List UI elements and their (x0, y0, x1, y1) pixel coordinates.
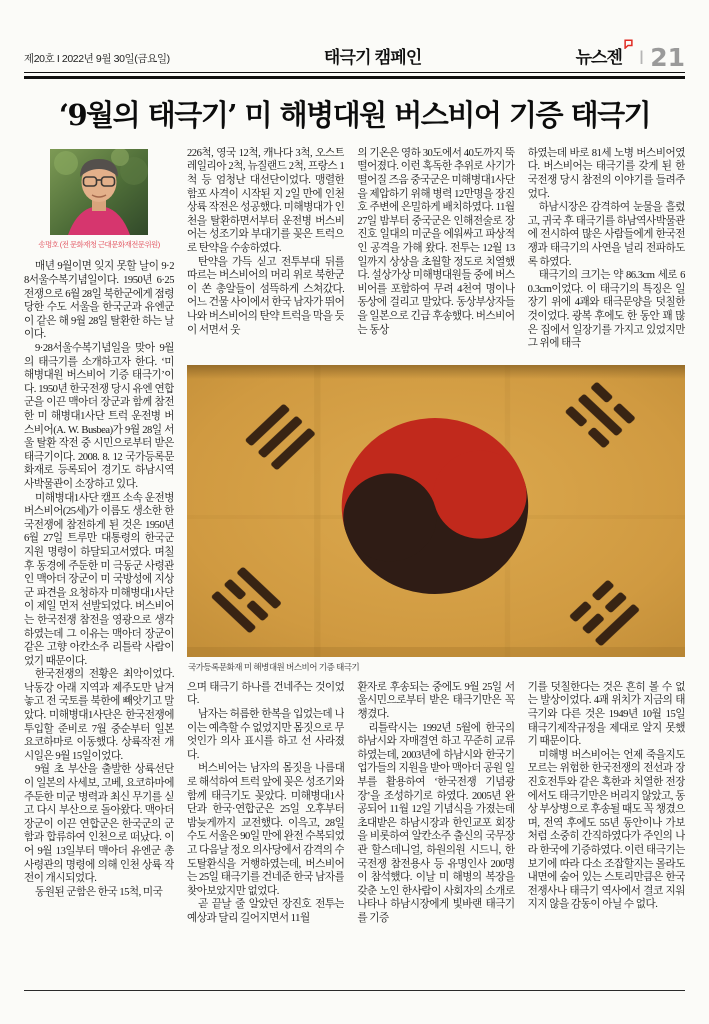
page-number: 21 (650, 42, 685, 72)
column-2-bottom (187, 681, 344, 988)
page-number-separator: I (638, 48, 645, 69)
column-2-top (187, 147, 344, 359)
column-4-bottom (528, 681, 685, 988)
flag-photo-caption: 국가등록문화재 미 해병대원 버스비어 기증 태극기 (188, 661, 360, 672)
body-paragraph: 미해병대1사단 캠프 소속 운전병 버스비어(25세)가 이름도 생소한 한국전쟁에 참전하게 된 것은 1950년 6월 27일 트루만 대통령의 한국군 지원 명령이 하달되고서였다. 며칠 후 동경에 주둔한 미 극동군 사령관인 맥아더 장군이 미 국방성에 지상군 파견을 요청하자 미해병대1사단이 제일 먼저 선발되었다. 버스비어는 한국전쟁 참전을 영광으로 생각하였는데 그 이유는 맥아더 장군이 같은 고향 아칸소주 리틀락 사람이었기 때문이다. (24, 492, 174, 667)
body-paragraph: 남자는 허름한 한복을 입었는데 나이는 예측할 수 없었지만 몸짓으로 무엇인가 의사 표시를 하고 선 사라졌다. (187, 709, 345, 761)
body-paragraph: 탄약을 가득 싣고 전투부대 뒤를 따르는 버스비어의 머리 위로 북한군이 쏜 총알들이 섬뜩하게 스쳐갔다. 어느 건물 사이에서 한국 남자가 뛰어 나와 버스비어의 탄약 트럭을 막을 듯이 서면서 웃 (187, 256, 345, 336)
body-paragraph: 동원된 군함은 한국 15척, 미국 (35, 886, 163, 898)
body-paragraph: 리틀락시는 1992년 5월에 한국의 하남시와 자매결연 하고 꾸준히 교류하였는데, 2003년에 하남시와 한국기업가들의 지원을 받아 맥아더 공원 일부를 활용하여 ‘한국전쟁 기념광장’을 조성하기로 하였다. 2005년 완공되어 11월 12일 기념식을 가졌는데 초대받은 하남시장과 한인교포 회장을 비롯하여 알칸소주 출신의 국무장관 할스데니얼, 하원의원 시드니, 한국전쟁 참전용사 등 유명인사 200명이 참석했다. 이날 미 해병의 복장을 갖춘 노인 한사람이 사회자의 소개로 나타나 하남시장에게 빛바랜 태극기를 기증 (357, 722, 515, 924)
bottom-rule (24, 990, 685, 991)
article-body (24, 147, 685, 988)
masthead-group (575, 42, 685, 72)
page-header (24, 42, 685, 72)
column-3-bottom (357, 681, 514, 988)
masthead-logo: 뉴스젠 (576, 43, 632, 68)
speech-bubble-icon (624, 39, 633, 49)
column-4-top (528, 147, 685, 359)
author-portrait-photo (50, 149, 148, 235)
article-headline: ‘9월의 태극기’ 미 해병대원 버스비어 기증 태극기 (58, 98, 651, 132)
body-paragraph: 매년 9월이면 잊지 못할 날이 9·28서울수복기념일이다. 1950년 6·25전쟁으로 6월 28일 북한군에게 점령당한 수도 서울을 한국군과 유엔군이 같은 해 9월 28일 탈환한 하는 날이다. (24, 261, 174, 341)
columns-2-4-area (187, 147, 685, 988)
body-paragraph: 기를 덧칠한다는 것은 흔히 볼 수 없는 발상이었다. 4괘 위치가 지금의 태극기와 다른 것은 1949년 10월 15일 태극기제작규정을 제대로 알지 못했기 때문이다. (527, 681, 685, 748)
body-paragraph: 하였는데 바로 81세 노병 버스비어였다. 버스비어는 태극기를 갖게 된 한국전쟁 당시 참전의 이야기를 들려주었다. (527, 147, 685, 200)
text-row-below-photo (187, 681, 685, 988)
body-paragraph: 하남시장은 감격하여 눈물을 흘렸고, 귀국 후 태극기를 하남역사박물관에 전시하여 많은 사람들에게 한국전쟁과 태극기의 사연을 널리 전파하도록 하였다. (527, 202, 685, 268)
body-paragraph: 미해병 버스비어는 언제 죽을지도 모르는 위험한 한국전쟁의 전선과 장진호전투와 같은 혹한과 치열한 전장에서도 태극기만은 버리지 않았고, 동상 부상병으로 후송될 때도 꼭 챙겼으며, 전역 후에도 55년 동안이나 가보처럼 소중히 간직하였다가 주인의 나라 한국에 기증하였다. 이런 태극기는 보기에 따라 다소 조잡할지는 몰라도 내면에 숨어 있는 스토리만큼은 한국전쟁사나 태극기 역사에서 결코 지워지지 않을 감동이 아닐 수 없다. (527, 749, 685, 911)
author-caption: 송명호 (전 문화재청 근대문화재전문위원) (38, 239, 160, 249)
body-paragraph: 버스비어는 남자의 몸짓을 나름대로 해석하여 트럭 앞에 꽂은 성조기와 함께 태극기도 꽂았다. 미해병대1사단과 한국·연합군은 25일 오후부터 밤늦게까지 교전했다. 이윽고, 28일 수도 서울은 90일 만에 완전 수복되었고 다음날 정오 의사당에서 감격의 수도탈환식을 거행하였는데, 버스비어는 25일 태극기를 건네준 한국 남자를 찾아보았지만 없었다. (187, 763, 345, 897)
body-paragraph: 한국전쟁의 전황은 최악이었다. 낙동강 아래 지역과 제주도만 남겨 놓고 전 국토를 북한에 빼앗기고 말았다. 미해병대1사단은 한국전쟁에 투입할 준비로 7월 중순부터 일본 요코하마로 이동했다. 상륙작전 개시일은 9월 15일이었다. (24, 669, 174, 762)
body-paragraph: 9월 초 부산을 출발한 상륙선단이 일본의 사세보, 고베, 요코하마에 주둔한 미군 병력과 최신 무기를 싣고 다시 부산으로 돌아왔다. 맥아더 장군이 이끈 연합군은 한국군의 군함과 합류하여 인천으로 떠났다. 이어 9월 13일부터 맥아더 유엔군 총사령관의 명령에 의해 인천 상륙 작전이 개시되었다. (24, 764, 174, 885)
body-paragraph: 태극기의 크기는 약 86.3cm 세로 60.3cm이었다. 이 태극기의 특징은 일장기 위에 4괘와 태극문양을 덧칠한 것이었다. 광복 후에도 한 동안 꽤 많은 집에서 일장기를 가지고 있었지만 그 위에 태극 (527, 270, 685, 350)
body-paragraph: 환자로 후송되는 중에도 9월 25일 서울시민으로부터 받은 태극기만은 꼭 챙겼다. (357, 681, 515, 721)
body-paragraph: 9·28서울수복기념일을 맞아 9월의 태극기를 소개하고자 한다. ‘미 해병대원 버스비어 기증 태극기’이다. 1950년 한국전쟁 당시 유엔 연합군을 이끈 맥아더 장군과 함께 참전한 미 해병대1사단 트럭 운전병 버스비어(A. W. Busbea)가 9월 28일 서울 탈환 작전 중 시민으로부터 받은 태극기이다. 2008. 8. 12 국가등록문화재로 등록되어 경기도 하남시역사박물관이 소장하고 있다. (24, 343, 174, 490)
issue-date: 제20호 I 2022년 9월 30일(금요일) (24, 53, 170, 65)
column-1 (24, 147, 174, 988)
body-paragraph: 의 기온은 영하 30도에서 40도까지 뚝 떨어졌다. 이런 혹독한 추위로 사기가 떨어질 즈음 중국군은 미해병대1사단을 제압하기 위해 병력 12만명을 장진호 주변에 은밀하게 배치하였다. 11월 27일 밤부터 중국군은 인해전술로 장진호 일대의 미군을 에워싸고 파상적인 공격을 가해 왔다. 전투는 12월 13일까지 상상을 초월할 정도로 치열했다. 설상가상 미해병대원들 중에 버스비어를 포함하여 무려 4천여 명이나 동상에 걸리고 말았다. 동상부상자들을 일본으로 긴급 후송했다. 버스비어는 동상 (357, 147, 515, 336)
page-number-group (638, 42, 685, 72)
taegukgi-flag-photo (187, 365, 685, 657)
body-paragraph: 226척, 영국 12척, 캐나다 3척, 오스트레일리아 2척, 뉴질랜드 2척, 프랑스 1척 등 엄청난 대선단이었다. 맹렬한 함포 사격이 시작된 지 2일 만에 인천 상륙 작전은 성공했다. 미해병대가 인천을 탈환하면서부터 운전병 버스비어는 성조기와 부대기를 꽂은 트럭으로 탄약을 수송하였다. (187, 147, 345, 255)
section-title: 태극기 캠페인 (323, 48, 422, 67)
text-row-above-photo (187, 147, 685, 359)
header-rule (24, 72, 685, 79)
body-paragraph: 곧 끝날 줄 알았던 장진호 전투는 예상과 달리 길어지면서 11월 (187, 899, 345, 924)
body-paragraph: 으며 태극기 하나를 건네주는 것이었다. (187, 681, 345, 707)
column-3-top (357, 147, 514, 359)
